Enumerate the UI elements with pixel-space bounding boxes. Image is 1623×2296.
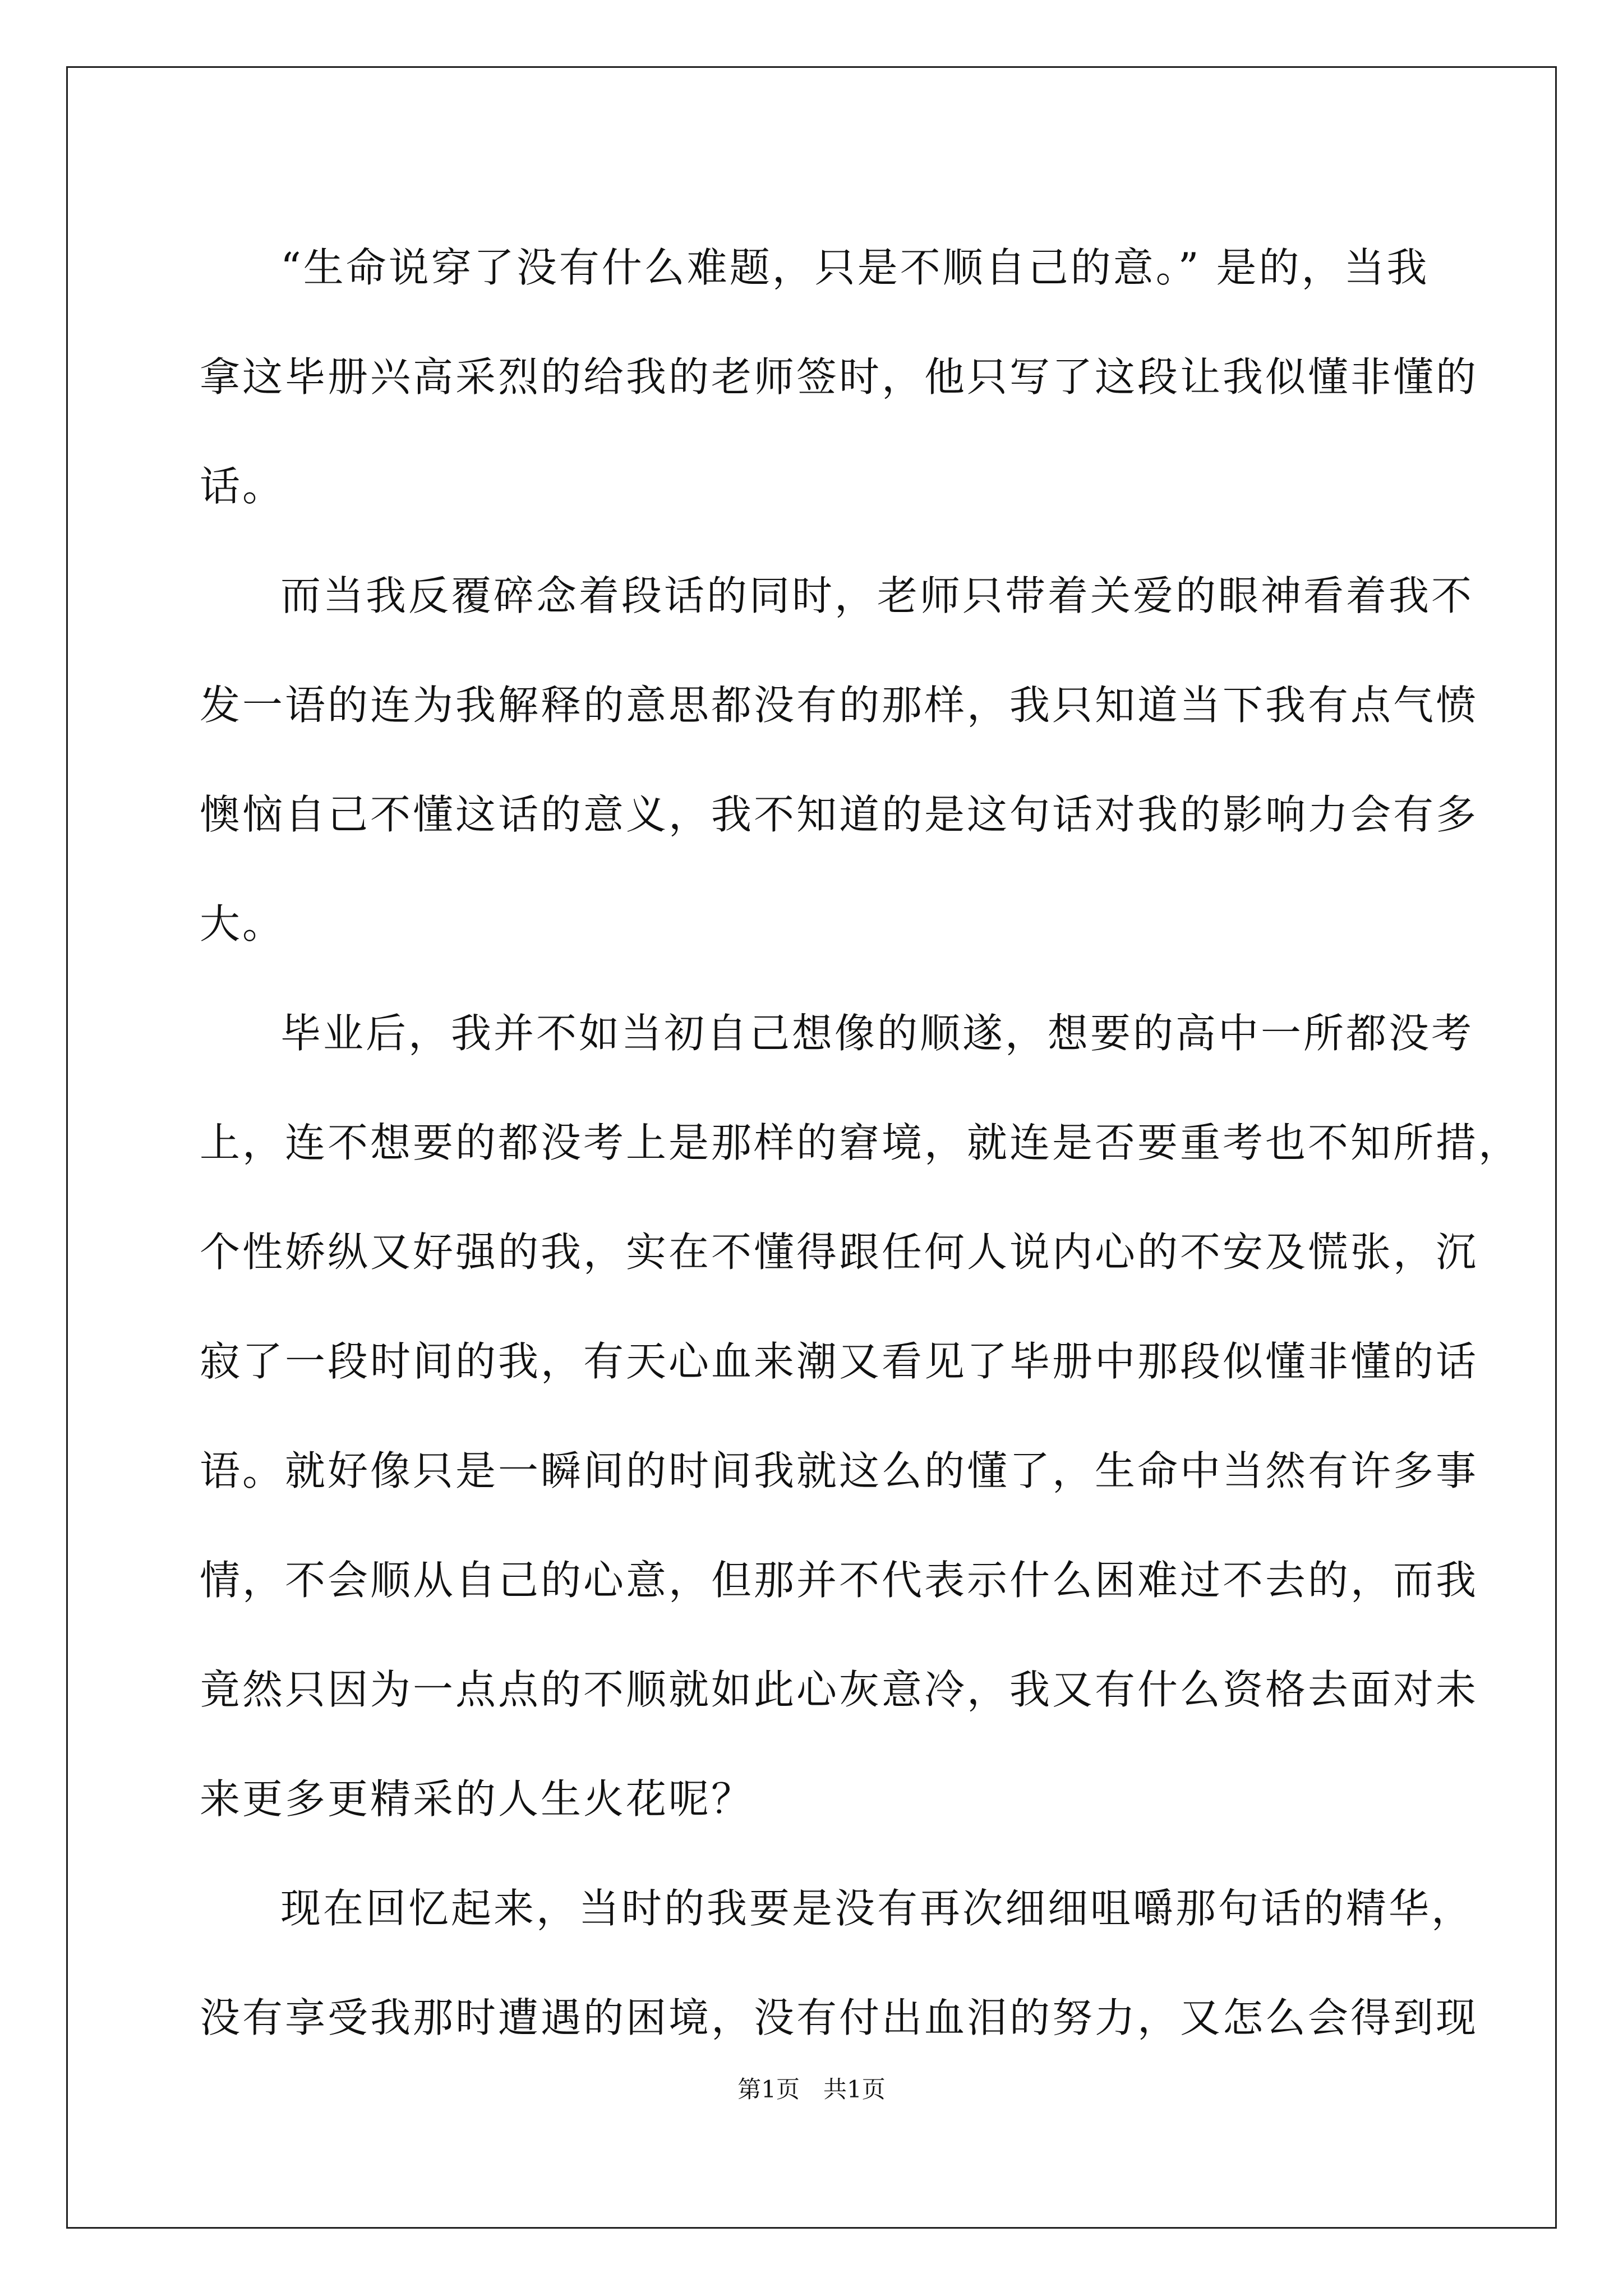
text-line: 情，不会顺从自己的心意，但那并不代表示什么困难过不去的，而我 <box>200 1557 1479 1604</box>
page-number-footer: 第1页 共1页 <box>737 2076 886 2103</box>
text-line: 现在回忆起来，当时的我要是没有再次细细咀嚼那句话的精华， <box>280 1885 1474 1932</box>
text-line: 上，连不想要的都没考上是那样的窘境，就连是否要重考也不知所措， <box>200 1119 1521 1166</box>
text-line: 而当我反覆碎念着段话的同时，老师只带着关爱的眼神看着我不 <box>280 572 1474 619</box>
text-line: 发一语的连为我解释的意思都没有的那样，我只知道当下我有点气愤 <box>200 682 1479 729</box>
text-line: 没有享受我那时遭遇的困境，没有付出血泪的努力，又怎么会得到现 <box>200 1994 1479 2041</box>
text-line: 拿这毕册兴高采烈的给我的老师签时，他只写了这段让我似懂非懂的 <box>200 353 1479 401</box>
text-line: 来更多更精采的人生火花呢？ <box>200 1775 754 1823</box>
document-body <box>200 213 1521 2073</box>
text-line: “生命说穿了没有什么难题，只是不顺自己的意。” 是的，当我 <box>280 244 1430 291</box>
text-line: 话。 <box>200 463 285 510</box>
text-line: 竟然只因为一点点的不顺就如此心灰意冷，我又有什么资格去面对未 <box>200 1666 1479 1713</box>
text-line: 大。 <box>200 900 285 947</box>
text-line: 寂了一段时间的我，有天心血来潮又看见了毕册中那段似懂非懂的话 <box>200 1338 1479 1385</box>
text-line: 个性娇纵又好强的我，实在不懂得跟任何人说内心的不安及慌张，沉 <box>200 1228 1479 1276</box>
text-line: 语。就好像只是一瞬间的时间我就这么的懂了，生命中当然有许多事 <box>200 1447 1479 1494</box>
text-line: 毕业后，我并不如当初自己想像的顺遂，想要的高中一所都没考 <box>280 1010 1474 1057</box>
text-line: 懊恼自己不懂这话的意义，我不知道的是这句话对我的影响力会有多 <box>200 791 1479 838</box>
